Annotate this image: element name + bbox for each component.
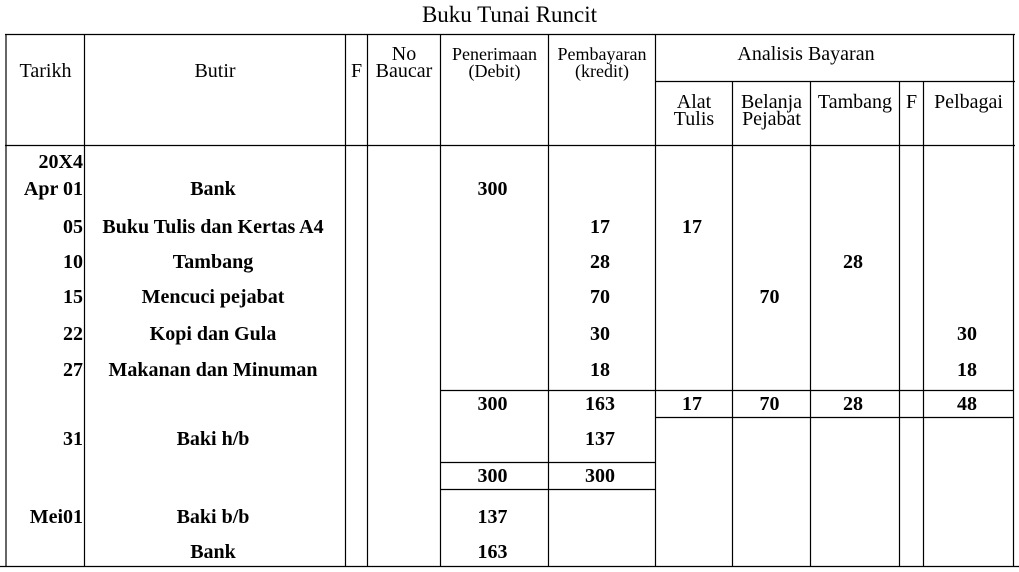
cell-tambang: 28 xyxy=(843,251,863,273)
cell-butir: Makanan dan Minuman xyxy=(108,359,318,381)
header-alat-line2: Tulis xyxy=(673,108,715,130)
header-pembayaran-line1: Pembayaran xyxy=(557,44,647,64)
total-alat-tulis: 17 xyxy=(682,393,702,415)
header-alat-line1: Alat xyxy=(676,91,712,113)
cell-pembayaran: 17 xyxy=(590,216,610,238)
total-tambang: 28 xyxy=(843,393,863,415)
header-analisis-bayaran: Analisis Bayaran xyxy=(737,43,875,65)
header-no-baucar-line1: No xyxy=(391,43,417,65)
cell-tarikh: 15 xyxy=(63,286,83,308)
cell-tarikh: 20X4 xyxy=(38,151,83,173)
cell-butir: Tambang xyxy=(172,251,254,273)
cell-tarikh: 27 xyxy=(63,359,83,381)
cell-butir: Buku Tulis dan Kertas A4 xyxy=(102,216,324,238)
total-belanja-pejabat: 70 xyxy=(759,393,780,415)
cell-tarikh: 10 xyxy=(63,251,83,273)
cell-tarikh: 31 xyxy=(63,428,83,450)
total-penerimaan: 300 xyxy=(477,393,508,415)
grand-total-pembayaran: 300 xyxy=(585,465,615,487)
header-belanja-line1: Belanja xyxy=(740,91,803,113)
cell-butir: Baki b/b xyxy=(176,506,250,528)
header-f2: F xyxy=(905,91,918,113)
cell-penerimaan: 163 xyxy=(477,541,508,563)
grand-total-penerimaan: 300 xyxy=(477,465,508,487)
cell-butir: Kopi dan Gula xyxy=(149,323,277,345)
cell-pelbagai: 30 xyxy=(957,323,977,345)
header-tarikh: Tarikh xyxy=(19,60,72,82)
cell-butir: Bank xyxy=(190,541,236,563)
total-pembayaran: 163 xyxy=(585,393,615,415)
cell-pembayaran: 137 xyxy=(585,428,615,450)
header-butir: Butir xyxy=(194,60,236,82)
header-belanja-line2: Pejabat xyxy=(742,108,801,130)
total-pelbagai: 48 xyxy=(957,393,977,415)
cell-pembayaran: 30 xyxy=(590,323,610,345)
header-penerimaan-line2: (Debit) xyxy=(468,61,521,81)
cell-penerimaan: 300 xyxy=(477,178,508,200)
cell-tarikh: Apr 01 xyxy=(23,178,83,200)
cell-butir: Baki h/b xyxy=(176,428,250,450)
cell-tarikh: 05 xyxy=(63,216,83,238)
cell-belanja-pejabat: 70 xyxy=(759,286,780,308)
cell-pembayaran: 28 xyxy=(590,251,610,273)
header-penerimaan-line1: Penerimaan xyxy=(452,44,537,64)
cell-pembayaran: 70 xyxy=(590,286,610,308)
header-tambang: Tambang xyxy=(817,91,893,113)
cell-tarikh: Mei01 xyxy=(29,506,83,528)
header-pelbagai: Pelbagai xyxy=(934,91,1003,113)
cell-tarikh: 22 xyxy=(63,323,83,345)
cell-penerimaan: 137 xyxy=(477,506,508,528)
cell-pelbagai: 18 xyxy=(957,359,977,381)
cell-pembayaran: 18 xyxy=(590,359,610,381)
page-title: Buku Tunai Runcit xyxy=(421,2,598,27)
header-pembayaran-line2: (kredit) xyxy=(575,61,629,81)
cell-butir: Bank xyxy=(190,178,236,200)
cell-butir: Mencuci pejabat xyxy=(141,286,285,308)
header-f: F xyxy=(350,60,363,82)
header-no-baucar-line2: Baucar xyxy=(375,60,433,82)
cell-alat-tulis: 17 xyxy=(682,216,702,238)
